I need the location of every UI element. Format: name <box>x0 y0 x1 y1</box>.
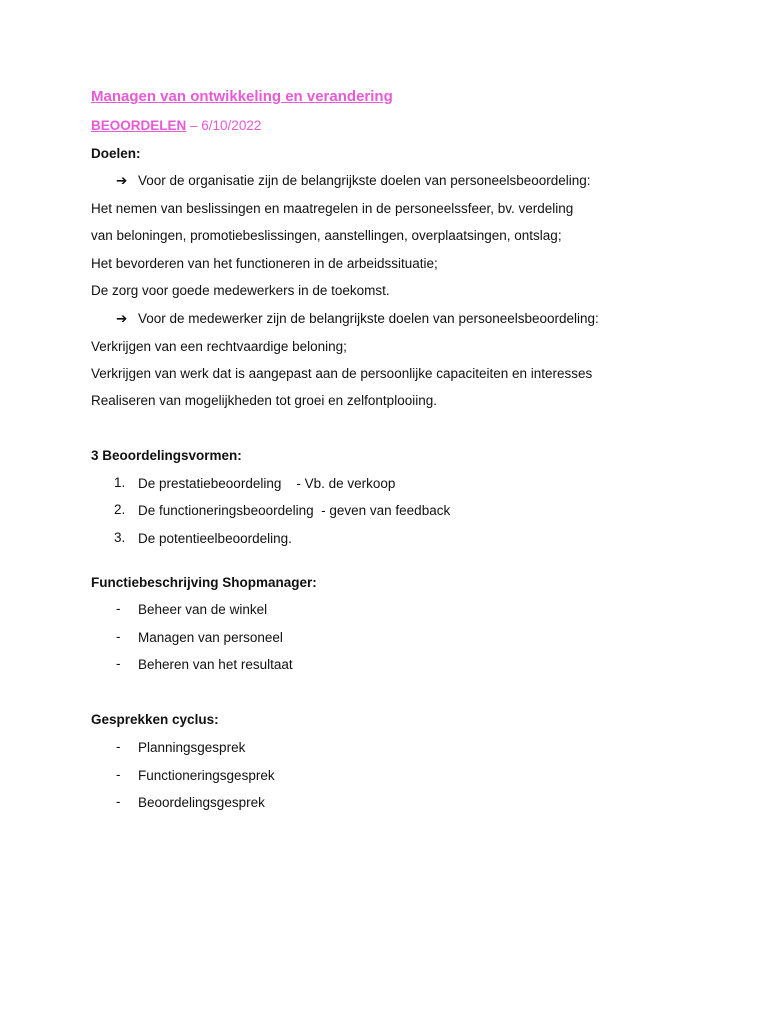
list-item-text: Beheren van het resultaat <box>138 657 293 672</box>
right-arrow-icon: ➔ <box>116 311 128 326</box>
vormen-heading: 3 Beoordelingsvormen: <box>91 448 242 463</box>
gesprekken-heading: Gesprekken cyclus: <box>91 712 219 727</box>
text-line: Verkrijgen van werk dat is aangepast aan de persoonlijke capaciteiten en interesses <box>91 366 593 381</box>
list-number: 3. <box>114 530 126 545</box>
numbered-list-item <box>0 475 768 493</box>
section-subtitle <box>91 117 261 135</box>
list-item-text: Beoordelingsgesprek <box>138 795 265 810</box>
numbered-list-item <box>0 530 768 548</box>
text-line: Het bevorderen van het functioneren in de arbeidssituatie; <box>91 256 438 271</box>
list-number: 2. <box>114 502 126 517</box>
list-item-text: Functioneringsgesprek <box>138 768 275 783</box>
list-dash: - <box>116 656 121 671</box>
bullet-list-item <box>0 767 768 785</box>
text-line: De zorg voor goede medewerkers in de toekomst. <box>91 283 390 298</box>
list-item-text: Managen van personeel <box>138 630 283 645</box>
doelen-heading: Doelen: <box>91 146 141 161</box>
text-line: van beloningen, promotiebeslissingen, aanstellingen, overplaatsingen, ontslag; <box>91 228 562 243</box>
bullet-list-item <box>0 656 768 674</box>
subtitle-date: 6/10/2022 <box>201 118 262 133</box>
right-arrow-icon: ➔ <box>116 173 128 188</box>
list-number: 1. <box>114 475 126 490</box>
arrow-line-text: Voor de organisatie zijn de belangrijkste doelen van personeelsbeoordeling: <box>138 173 591 188</box>
subtitle-label: BEOORDELEN <box>91 118 187 133</box>
subtitle-separator: – <box>186 118 202 133</box>
text-line: Verkrijgen van een rechtvaardige beloning; <box>91 339 347 354</box>
list-dash: - <box>116 739 121 754</box>
arrow-line-text: Voor de medewerker zijn de belangrijkste doelen van personeelsbeoordeling: <box>138 311 599 326</box>
list-dash: - <box>116 601 121 616</box>
document-title: Managen van ontwikkeling en verandering <box>91 88 393 105</box>
bullet-list-item <box>0 739 768 757</box>
list-item-text: Beheer van de winkel <box>138 602 268 617</box>
functie-heading: Functiebeschrijving Shopmanager: <box>91 575 317 590</box>
list-item-text: Planningsgesprek <box>138 740 246 755</box>
list-item-text: De potentieelbeoordeling. <box>138 531 292 546</box>
text-line: Realiseren van mogelijkheden tot groei en zelfontplooiing. <box>91 393 437 408</box>
bullet-list-item <box>0 629 768 647</box>
bullet-list-item <box>0 794 768 812</box>
arrow-line-organisation <box>116 172 591 190</box>
list-item-text: De prestatiebeoordeling - Vb. de verkoop <box>138 476 396 491</box>
arrow-line-employee <box>116 310 599 328</box>
list-dash: - <box>116 794 121 809</box>
bullet-list-item <box>0 601 768 619</box>
text-line: Het nemen van beslissingen en maatregelen in de personeelssfeer, bv. verdeling <box>91 201 574 216</box>
list-item-text: De functioneringsbeoordeling - geven van feedback <box>138 503 451 518</box>
list-dash: - <box>116 767 121 782</box>
numbered-list-item <box>0 502 768 520</box>
list-dash: - <box>116 629 121 644</box>
